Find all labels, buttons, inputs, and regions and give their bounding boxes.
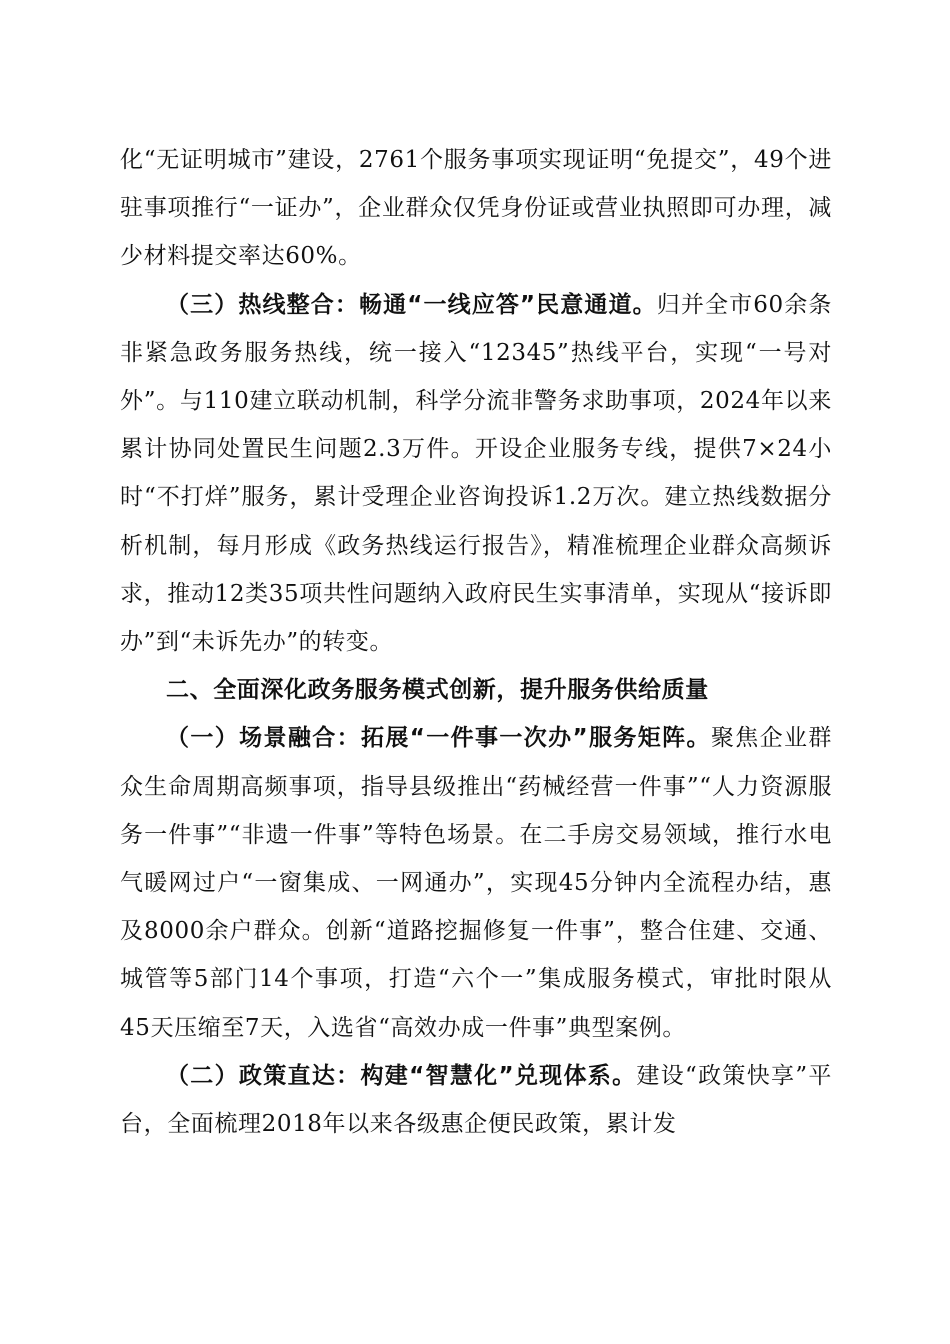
paragraph-lead: （二）政策直达：构建“智慧化”兑现体系。 (166, 1062, 637, 1089)
paragraph-policy-direct (120, 1052, 832, 1148)
paragraph-continuation (120, 136, 832, 281)
paragraph-text: 归并全市60余条非紧急政务服务热线，统一接入“12345”热线平台，实现“一号对外”。与110建立联动机制，科学分流非警务求助事项，2024年以来累计协同处置民生问题2.3万件。开设企业服务专线，提供7×24小时“不打烊”服务，累计受理企业咨询投诉1.2万次。建立热线数据分析机制，每月形成《政务热线运行报告》，精准梳理企业群众高频诉求，推动12类35项共性问题纳入政府民生实事清单，实现从“接诉即办”到“未诉先办”的转变。 (120, 291, 832, 656)
paragraph-text: 化“无证明城市”建设，2761个服务事项实现证明“免提交”，49个进驻事项推行“一证办”，企业群众仅凭身份证或营业执照即可办理，减少材料提交率达60%。 (120, 147, 832, 270)
paragraph-text: 聚焦企业群众生命周期高频事项，指导县级推出“药械经营一件事”“人力资源服务一件事”“非遗一件事”等特色场景。在二手房交易领域，推行水电气暖网过户“一窗集成、一网通办”，实现45分钟内全流程办结，惠及8000余户群众。创新“道路挖掘修复一件事”，整合住建、交通、城管等5部门14个事项，打造“六个一”集成服务模式，审批时限从45天压缩至7天，入选省“高效办成一件事”典型案例。 (120, 725, 832, 1041)
section-heading: 二、全面深化政务服务模式创新，提升服务供给质量 (166, 677, 709, 704)
document-body (120, 136, 832, 1148)
paragraph-scenario-fusion (120, 714, 832, 1051)
paragraph-text: 建设“政策快享”平台，全面梳理2018年以来各级惠企便民政策，累计发 (120, 1062, 832, 1138)
paragraph-lead: （一）场景融合：拓展“一件事一次办”服务矩阵。 (166, 725, 711, 752)
paragraph-hotline-integration (120, 281, 832, 667)
paragraph-lead: （三）热线整合：畅通“一线应答”民意通道。 (166, 291, 657, 318)
